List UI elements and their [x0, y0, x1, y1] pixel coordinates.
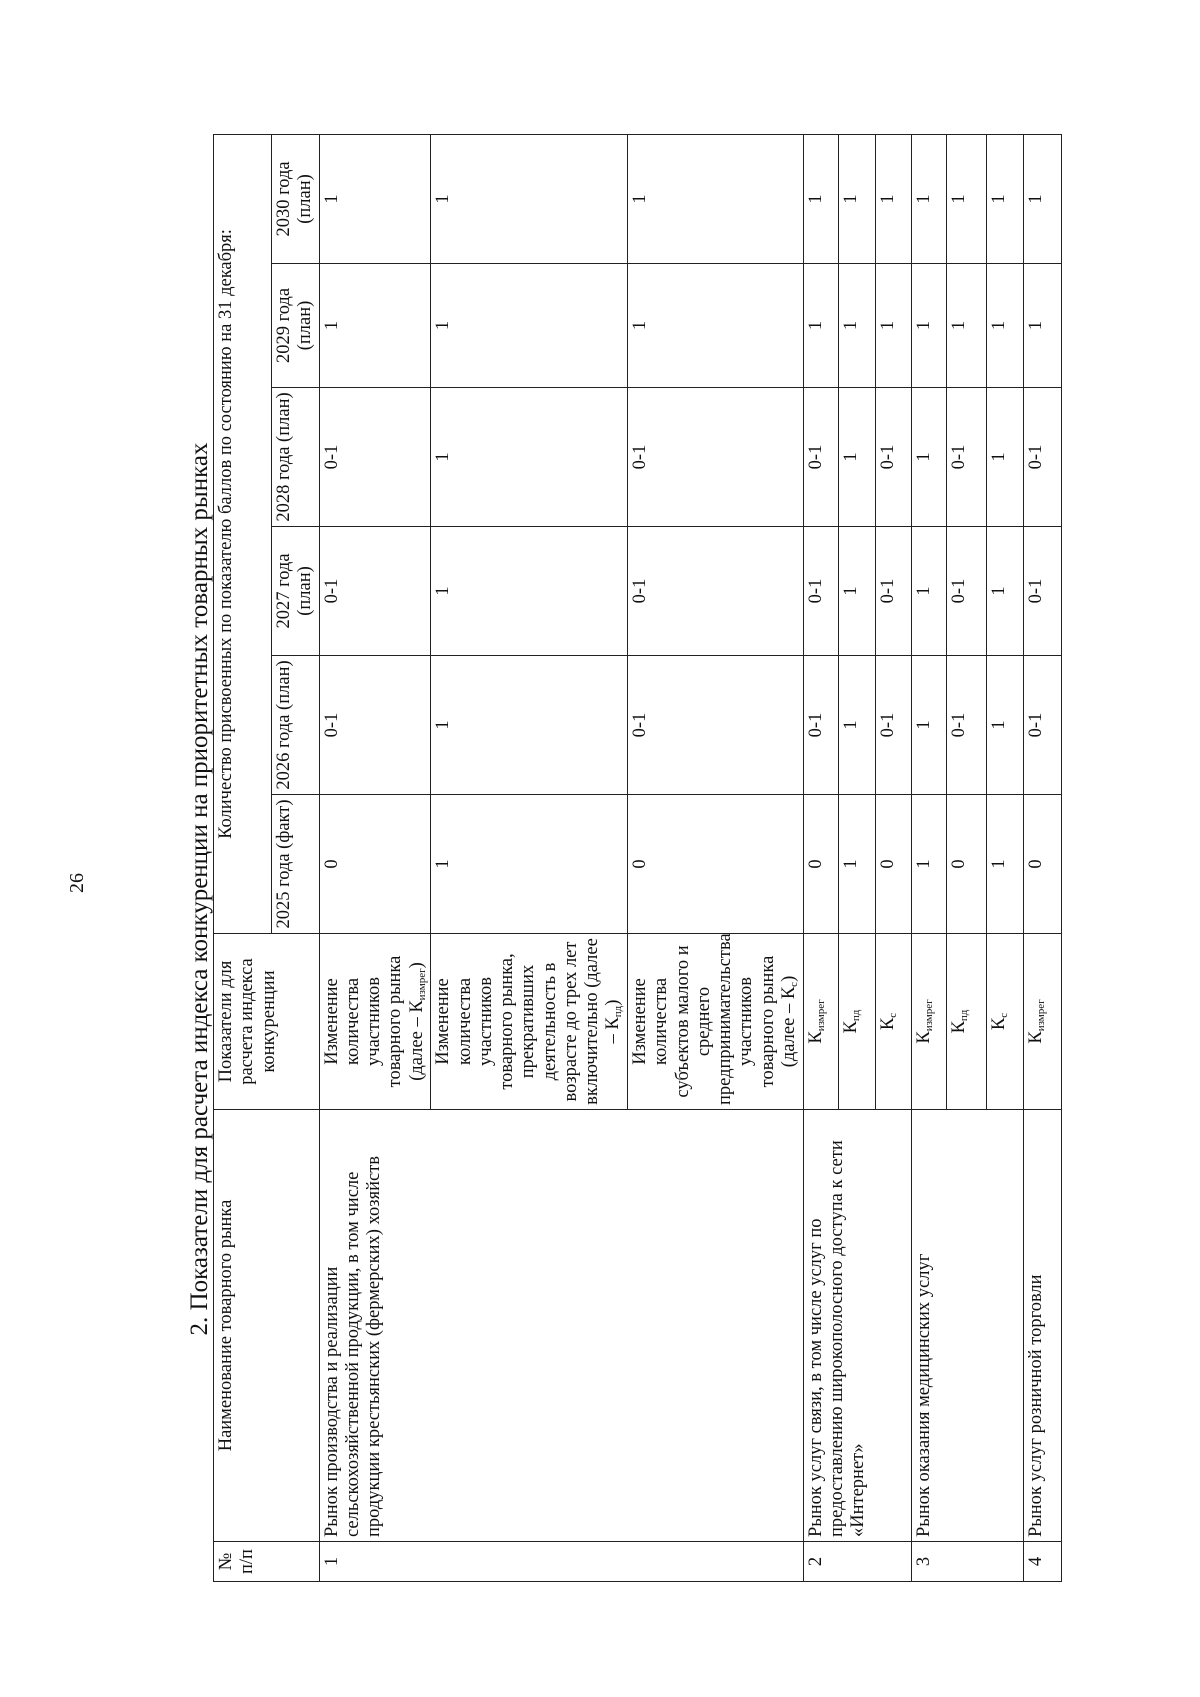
indicator-code: $К_{измрег}$ — [1023, 934, 1061, 1110]
value-cell: 0 — [1023, 795, 1061, 934]
value-cell: 0 — [946, 795, 986, 934]
table-row — [911, 134, 946, 1581]
document-title: 2. Показатели для расчета индекса конкуренции на приоритетных товарных рынках — [186, 442, 213, 1336]
value-cell: 0-1 — [628, 527, 804, 656]
value-cell: 1 — [431, 527, 628, 656]
value-cell: 1 — [319, 134, 431, 263]
value-cell: 1 — [986, 134, 1023, 263]
header-year: 2026 года (план) — [272, 656, 320, 795]
value-cell: 1 — [838, 527, 875, 656]
indicator-text: Изменение количества субъектов малого и среднего предпринимательства участников товарного рынка (далее – — [630, 933, 799, 1105]
value-cell: 1 — [911, 264, 946, 388]
indicator-cell — [431, 934, 628, 1110]
value-cell: 0 — [875, 795, 911, 934]
indicator-code: $К_{измрег}$) — [406, 962, 428, 1013]
header-year: 2029 года (план) — [272, 264, 320, 388]
value-cell: 0-1 — [875, 656, 911, 795]
header-points-group: Количество присвоенных по показателю баллов по состоянию на 31 декабря: — [214, 134, 272, 933]
value-cell: 0-1 — [803, 527, 838, 656]
indicators-table — [213, 134, 1062, 1582]
indicator-code: $К_с$ — [875, 934, 911, 1110]
value-cell: 0-1 — [628, 388, 804, 527]
indicator-cell — [319, 934, 431, 1110]
value-cell: 1 — [1023, 264, 1061, 388]
table-row — [1023, 134, 1061, 1581]
indicator-code: $К_{пд}$) — [603, 999, 625, 1030]
value-cell: 0 — [628, 795, 804, 934]
header-market: Наименование товарного рынка — [214, 1110, 320, 1542]
indicator-text: Изменение количества участников товарного рынка (далее – — [321, 955, 427, 1088]
row-number: 2 — [803, 1542, 911, 1582]
value-cell: 0-1 — [946, 527, 986, 656]
value-cell: 1 — [838, 388, 875, 527]
indicator-code: $К_{измрег}$ — [803, 934, 838, 1110]
value-cell: 0-1 — [803, 656, 838, 795]
header-year: 2030 года (план) — [272, 134, 320, 263]
value-cell: 0-1 — [1023, 656, 1061, 795]
value-cell: 0-1 — [319, 656, 431, 795]
indicator-code: $К_{измрег}$ — [911, 934, 946, 1110]
header-year: 2025 года (факт) — [272, 795, 320, 934]
table-row — [319, 134, 431, 1581]
row-number: 1 — [319, 1542, 803, 1582]
value-cell: 1 — [986, 527, 1023, 656]
value-cell: 1 — [838, 264, 875, 388]
value-cell: 1 — [319, 264, 431, 388]
market-name: Рынок услуг розничной торговли — [1023, 1110, 1061, 1542]
table-row — [803, 134, 838, 1581]
value-cell: 0-1 — [319, 388, 431, 527]
value-cell: 0-1 — [1023, 388, 1061, 527]
value-cell: 1 — [838, 656, 875, 795]
page-number: 26 — [66, 873, 88, 893]
value-cell: 1 — [431, 656, 628, 795]
value-cell: 1 — [911, 795, 946, 934]
value-cell: 1 — [431, 795, 628, 934]
value-cell: 1 — [875, 264, 911, 388]
value-cell: 0 — [319, 795, 431, 934]
value-cell: 1 — [431, 264, 628, 388]
indicator-code: $К_{пд}$ — [838, 934, 875, 1110]
value-cell: 1 — [628, 134, 804, 263]
value-cell: 1 — [911, 388, 946, 527]
value-cell: 0-1 — [946, 388, 986, 527]
value-cell: 1 — [911, 134, 946, 263]
value-cell: 0-1 — [319, 527, 431, 656]
value-cell: 0-1 — [875, 388, 911, 527]
value-cell: 1 — [803, 264, 838, 388]
header-year: 2028 года (план) — [272, 388, 320, 527]
value-cell: 1 — [1023, 134, 1061, 263]
value-cell: 0-1 — [946, 656, 986, 795]
row-number: 4 — [1023, 1542, 1061, 1582]
value-cell: 1 — [986, 264, 1023, 388]
indicator-code: $К_{пд}$ — [946, 934, 986, 1110]
market-name: Рынок производства и реализации сельскохозяйственной продукции, в том числе продукции крестьянских (фермерских) хозяйств — [319, 1110, 803, 1542]
indicator-cell — [628, 934, 804, 1110]
value-cell: 1 — [628, 264, 804, 388]
value-cell: 1 — [986, 795, 1023, 934]
value-cell: 0-1 — [803, 388, 838, 527]
market-name: Рынок оказания медицинских услуг — [911, 1110, 1023, 1542]
value-cell: 1 — [838, 134, 875, 263]
value-cell: 0-1 — [1023, 527, 1061, 656]
value-cell: 1 — [986, 656, 1023, 795]
value-cell: 1 — [986, 388, 1023, 527]
value-cell: 1 — [875, 134, 911, 263]
rotated-table-wrapper — [213, 135, 1101, 1582]
value-cell: 1 — [803, 134, 838, 263]
header-indicators: Показатели для расчета индекса конкуренции — [214, 934, 320, 1110]
value-cell: 1 — [911, 656, 946, 795]
indicator-text: Изменение количества участников товарного рынка, прекративших деятельность в возрасте до трех лет включительно (далее – — [433, 938, 624, 1105]
value-cell: 1 — [431, 134, 628, 263]
value-cell: 0-1 — [628, 656, 804, 795]
indicator-code: $К_с$) — [778, 975, 800, 1000]
market-name: Рынок услуг связи, в том числе услуг по предоставлению широкополосного доступа к сети «Интернет» — [803, 1110, 911, 1542]
value-cell: 1 — [911, 527, 946, 656]
value-cell: 0-1 — [875, 527, 911, 656]
header-num: № п/п — [214, 1542, 320, 1582]
value-cell: 1 — [431, 388, 628, 527]
value-cell: 1 — [838, 795, 875, 934]
row-number: 3 — [911, 1542, 1023, 1582]
value-cell: 1 — [946, 264, 986, 388]
value-cell: 0 — [803, 795, 838, 934]
indicator-code: $К_с$ — [986, 934, 1023, 1110]
header-year: 2027 года (план) — [272, 527, 320, 656]
value-cell: 1 — [946, 134, 986, 263]
